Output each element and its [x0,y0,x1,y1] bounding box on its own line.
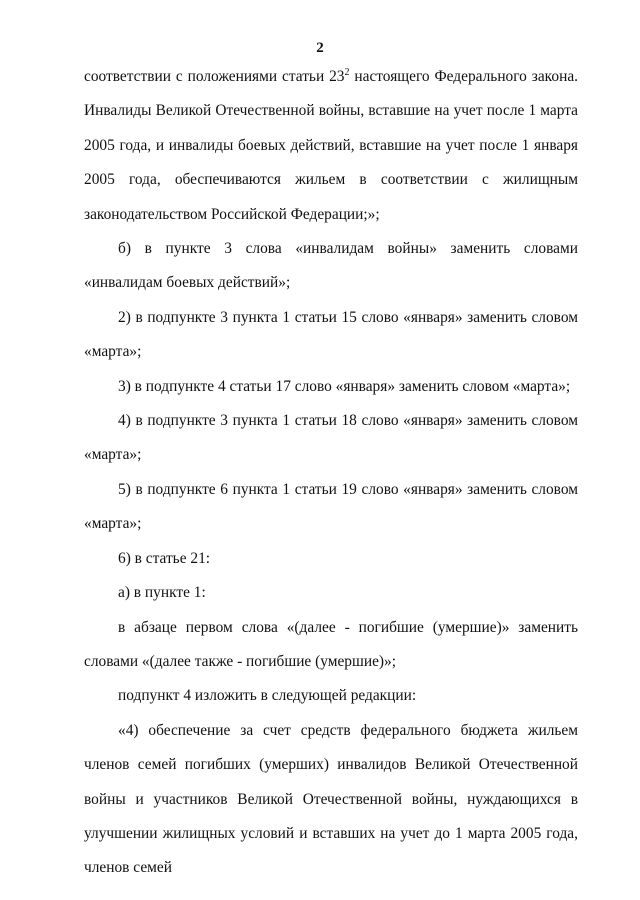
paragraph: в абзаце первом слова «(далее - погибшие (умершие)» заменить словами «(далее также - погибшие (умершие)»; [84,618,578,670]
paragraph-continuation [84,60,578,232]
superscript-article-number: 2 [344,67,350,78]
document-body [84,60,578,886]
paragraph-text: настоящего Федерального закона. Инвалиды Великой Отечественной войны, вставшие на учет после 1 марта 2005 года, и инвалиды боевых действий, вставшие на учет после 1 января 2005 года, обеспечиваются жильем в соответствии с жилищным законодательством Российской Федерации;»; [84,68,578,223]
page-number: 2 [316,40,324,56]
paragraph: подпункт 4 изложить в следующей редакции: [118,687,417,705]
paragraph: 6) в статье 21: [118,549,211,567]
paragraph: 2) в подпункте 3 пункта 1 статьи 15 слово «января» заменить словом «марта»; [84,308,578,361]
paragraph: а) в пункте 1: [118,584,206,602]
paragraph: 3) в подпункте 4 статьи 17 слово «января» заменить словом «марта»; [118,377,571,395]
paragraph: б) в пункте 3 слова «инвалидам войны» заменить словами «инвалидам боевых действий»; [84,240,578,292]
paragraph: «4) обеспечение за счет средств федерального бюджета жильем членов семей погибших (умерших) инвалидов Великой Отечественной войны и участников Великой Отечественной войны, нуждающихся в улучшении жилищных условий и вставших на учет до 1 марта 2005 года, членов семей [84,721,578,877]
paragraph: 5) в подпункте 6 пункта 1 статьи 19 слово «января» заменить словом «марта»; [84,480,578,533]
paragraph: 4) в подпункте 3 пункта 1 статьи 18 слово «января» заменить словом «марта»; [84,412,578,464]
paragraph-text: соответствии с положениями статьи 23 [84,68,345,85]
